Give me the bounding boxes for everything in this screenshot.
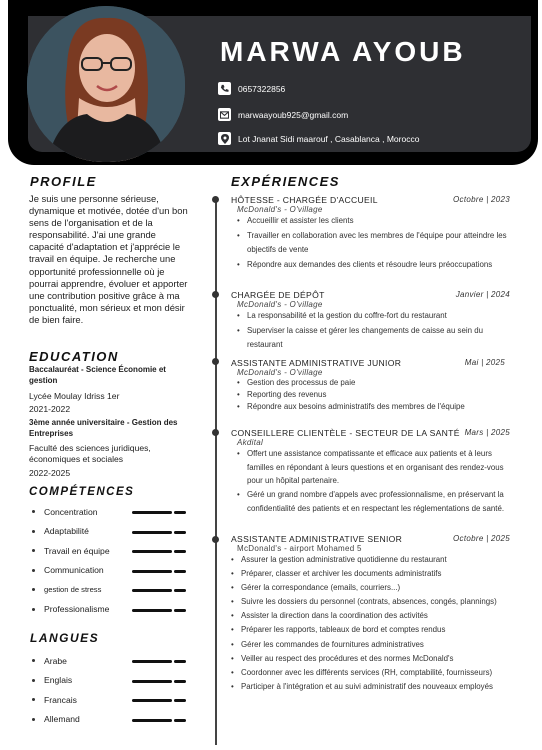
job-title: ASSISTANTE ADMINISTRATIVE SENIOR (231, 534, 403, 544)
skills-heading: COMPÉTENCES (29, 486, 135, 498)
experiences-heading: EXPÉRIENCES (231, 174, 340, 189)
bullet-icon (32, 549, 35, 552)
job-bullet: • Répondre aux besoins administratifs des membres de l'équipe (237, 401, 513, 413)
job-bullet: • Travailler en collaboration avec les membres de l'équipe pour atteindre les objectifs de vente (237, 229, 513, 258)
bullet-icon (32, 698, 35, 701)
skill-bar (174, 511, 186, 514)
skill-item (32, 522, 192, 542)
language-bar (132, 660, 172, 663)
job-title: CONSEILLERE CLIENTÈLE - SECTEUR DE LA SANTÉ (231, 428, 460, 438)
job-bullet: • Offert une assistance compatissante et efficace aux patients et à leurs familles en répondant à leurs questions et en organisant des rendez-vous pour un hôpital partenaire. (237, 447, 513, 488)
skill-item (32, 561, 192, 581)
job-bullet: • La responsabilité et la gestion du coffre-fort du restaurant (237, 309, 513, 324)
experience-item (231, 534, 513, 694)
job-bullet: • Géré un grand nombre d'appels avec professionnalisme, en préservant la confidentialité des patients et en respectant les réglementations de santé. (237, 488, 513, 515)
job-date: Mars | 2025 (464, 428, 510, 437)
job-bullet: • Accueillir et assister les clients (237, 214, 513, 229)
language-item (32, 671, 192, 691)
skill-bar (132, 531, 172, 534)
languages-list (32, 651, 192, 729)
skill-bar (174, 589, 186, 592)
language-item (32, 651, 192, 671)
job-bullets (231, 553, 513, 694)
skill-bar (132, 589, 172, 592)
skill-bar (132, 609, 172, 612)
skill-item (32, 580, 192, 600)
job-title: CHARGÉE DE DÉPÔT (231, 290, 325, 300)
job-date: Octobre | 2025 (453, 534, 510, 543)
language-item (32, 690, 192, 710)
language-bar (174, 699, 186, 702)
skill-bar (132, 570, 172, 573)
job-date: Janvier | 2024 (455, 290, 510, 299)
phone-text: 0657322856 (238, 83, 286, 94)
language-bar (132, 719, 172, 722)
skill-label: gestion de stress (44, 585, 102, 595)
education-degree: 3ème année universitaire - Gestion des Entreprises (29, 418, 178, 438)
job-company: McDonald's - O'village (237, 368, 323, 377)
skill-label: Adaptabilité (44, 526, 89, 537)
experience-item (231, 358, 513, 414)
bullet-icon (32, 659, 35, 662)
job-title: HÔTESSE - CHARGÉE D'ACCUEIL (231, 195, 378, 205)
job-date: Mai | 2025 (464, 358, 505, 367)
timeline-dot (212, 196, 219, 203)
job-bullet: • Préparer, classer et archiver les documents administratifs (231, 567, 513, 581)
education-item (29, 418, 189, 439)
job-bullet: • Suivre les dossiers du personnel (contrats, absences, congés, plannings) (231, 595, 513, 609)
job-bullets (237, 309, 513, 353)
language-item (32, 710, 192, 730)
job-bullets (237, 377, 513, 414)
language-label: Allemand (44, 714, 80, 725)
job-company: McDonald's - O'village (237, 205, 323, 214)
email-text: marwaayoub925@gmail.com (238, 109, 349, 120)
phone-icon (218, 82, 231, 95)
language-label: Englais (44, 675, 73, 686)
contact-phone (218, 82, 285, 95)
job-bullet: • Assurer la gestion administrative quotidienne du restaurant (231, 553, 513, 567)
experience-item (231, 428, 513, 516)
skill-label: Professionalisme (44, 604, 110, 615)
skill-bar (174, 531, 186, 534)
skill-bar (132, 511, 172, 514)
job-company: Akdital (237, 438, 264, 447)
job-company: McDonald's - airport Mohamed 5 (237, 544, 362, 553)
timeline-line (215, 197, 217, 745)
job-date: Octobre | 2023 (453, 195, 510, 204)
bullet-icon (32, 718, 35, 721)
job-bullet: • Reporting des revenus (237, 389, 513, 401)
language-bar (174, 680, 186, 683)
languages-heading: LANGUES (30, 631, 100, 645)
job-bullet: • Gérer les commandes de fournitures administratives (231, 638, 513, 652)
job-company: McDonald's - O'village (237, 300, 323, 309)
job-bullet: • Préparer les rapports, tableaux de bord et comptes rendus (231, 623, 513, 637)
timeline-dot (212, 291, 219, 298)
skill-item (32, 502, 192, 522)
bullet-icon (32, 679, 35, 682)
bullet-icon (32, 510, 35, 513)
language-bar (132, 699, 172, 702)
language-bar (132, 680, 172, 683)
education-item (29, 365, 189, 386)
education-years: 2022-2025 (29, 468, 71, 478)
skill-label: Travail en équipe (44, 545, 110, 556)
skill-label: Communication (44, 565, 104, 576)
education-degree: Baccalauréat - Science Économie et gestion (29, 365, 166, 385)
education-years: 2021-2022 (29, 404, 71, 414)
language-label: Arabe (44, 655, 67, 666)
job-bullet: • Superviser la caisse et gérer les changements de caisse au sein du restaurant (237, 324, 513, 353)
job-bullet: • Gérer la correspondance (emails, courriers...) (231, 581, 513, 595)
language-bar (174, 660, 186, 663)
timeline-dot (212, 429, 219, 436)
job-bullets (237, 447, 513, 516)
language-bar (174, 719, 186, 722)
skill-label: Concentration (44, 506, 98, 517)
timeline-dot (212, 358, 219, 365)
experience-item (231, 290, 513, 353)
skill-item (32, 600, 192, 620)
job-bullet: • Participer à l'intégration et au suivi administratif des nouveaux employés (231, 680, 513, 694)
job-title: ASSISTANTE ADMINISTRATIVE JUNIOR (231, 358, 402, 368)
candidate-name: MARWA AYOUB (220, 36, 466, 67)
job-bullets (237, 214, 513, 273)
job-bullet: • Coordonner avec les différents services (RH, comptabilité, fournisseurs) (231, 666, 513, 680)
profile-text: Je suis une personne sérieuse, dynamique et motivée, dotée d'un bon sens de l'organisation et de la responsabilité. J'ai une grande capacité d'adaptation et j'apprécie le travail en équipe. Je recherche une opportunité professionnelle où je pourrai apprendre, évoluer et apporter une contribution positive grâce à ma ponctualité, mon sérieux et mon désir de bien faire. (29, 193, 188, 325)
address-text: Lot Jnanat Sidi maarouf , Casablanca , Morocco (238, 133, 420, 144)
contact-address (218, 132, 419, 145)
experience-item (231, 195, 513, 273)
job-bullet: • Gestion des processus de paie (237, 377, 513, 389)
location-pin-icon (218, 132, 231, 145)
bullet-icon (32, 530, 35, 533)
skill-bar (174, 570, 186, 573)
profile-photo (27, 6, 185, 162)
job-bullet: • Assister la direction dans la coordination des activités (231, 609, 513, 623)
language-label: Francais (44, 694, 77, 705)
bullet-icon (32, 569, 35, 572)
bullet-icon (32, 588, 35, 591)
education-school: Lycée Moulay Idriss 1er (29, 391, 120, 401)
education-heading: EDUCATION (29, 349, 119, 364)
profile-heading: PROFILE (30, 174, 97, 189)
job-bullet: • Veiller au respect des procédures et des normes McDonald's (231, 652, 513, 666)
skill-bar (174, 550, 186, 553)
skills-list (32, 502, 192, 619)
mail-icon (218, 108, 231, 121)
contact-email (218, 108, 348, 121)
job-bullet: • Répondre aux demandes des clients et résoudre leurs préoccupations (237, 258, 513, 273)
skill-item (32, 541, 192, 561)
skill-bar (174, 609, 186, 612)
bullet-icon (32, 608, 35, 611)
timeline-dot (212, 536, 219, 543)
skill-bar (132, 550, 172, 553)
education-school: Faculté des sciences juridiques, économiques et sociales (29, 443, 151, 464)
